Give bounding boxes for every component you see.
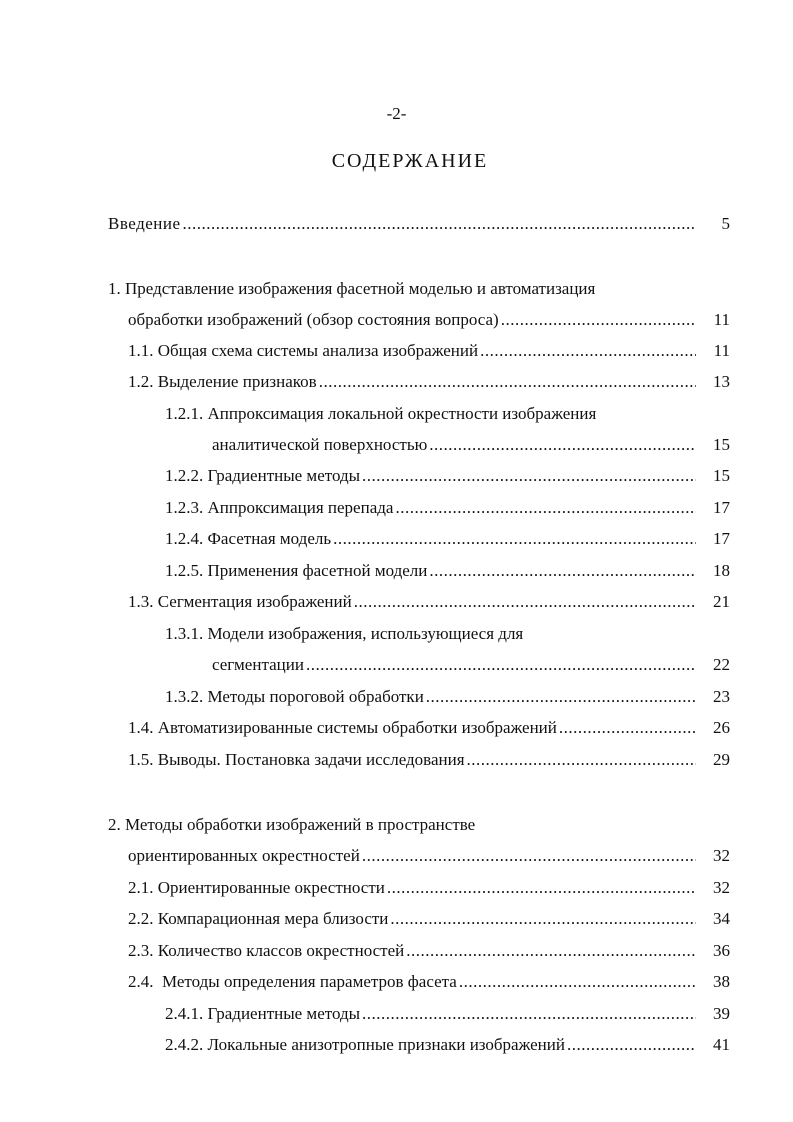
toc-page-2-2: 34	[713, 909, 730, 928]
page-title: СОДЕРЖАНИЕ	[331, 150, 489, 172]
toc-entry-1-2-3: 1.2.3. Аппроксимация перепада .....	[165, 495, 698, 521]
toc-entry-2-4-1: 2.4.1. Градиентные методы .....	[165, 1001, 698, 1027]
toc-entry-2-4-2: 2.4.2. Локальные анизотропные признаки изображений .....	[165, 1032, 698, 1058]
toc-page-2-4: 38	[713, 972, 730, 991]
toc-entry-1-2-4: 1.2.4. Фасетная модель .....	[165, 526, 698, 552]
toc-page-1-2-3: 17	[713, 498, 730, 517]
toc-entry-1-2-5: 1.2.5. Применения фасетной модели .....	[165, 558, 698, 584]
toc-page-2-4-2: 41	[713, 1035, 730, 1054]
toc-entry-1-3: 1.3. Сегментация изображений .....	[128, 589, 698, 615]
toc-page-1-2-4: 17	[713, 529, 730, 548]
toc-entry-2-3: 2.3. Количество классов окрестностей .....	[128, 938, 698, 964]
toc-page-2-3: 36	[713, 941, 730, 960]
toc-entry-1-3-1: сегментации .....	[212, 652, 698, 678]
toc-entry-1-2: 1.2. Выделение признаков .....	[128, 369, 698, 395]
toc-page-1-1: 11	[713, 341, 730, 360]
toc-entry-2-1: 2.1. Ориентированные окрестности .....	[128, 875, 698, 901]
toc-entry-1-1: 1.1. Общая схема системы анализа изображений .....	[128, 338, 698, 364]
toc-entry-2-4: 2.4. Методы определения параметров фасета .....	[128, 969, 698, 995]
toc-entry-1-2-2: 1.2.2. Градиентные методы .....	[165, 463, 698, 489]
toc-page-1-2-5: 18	[713, 561, 730, 580]
toc-page-ch2: 32	[713, 846, 730, 865]
toc-entry-1-4: 1.4. Автоматизированные системы обработки изображений .....	[128, 715, 698, 741]
toc-page-intro: 5	[721, 214, 730, 233]
toc-entry-1-5: 1.5. Выводы. Постановка задачи исследования .....	[128, 747, 698, 773]
toc-page-1-2-2: 15	[713, 466, 730, 485]
toc-chapter-2: ориентированных окрестностей .....	[128, 843, 698, 869]
toc-page-2-1: 32	[713, 878, 730, 897]
toc-page-1-2-1: 15	[713, 435, 730, 454]
toc-chapter-1: обработки изображений (обзор состояния вопроса) .....	[128, 307, 698, 333]
toc-page-1-3-1: 22	[713, 655, 730, 674]
toc-chapter-2-line1: 2. Методы обработки изображений в пространстве	[108, 815, 476, 834]
toc-page-1-5: 29	[713, 750, 730, 769]
toc-entry-1-3-1-line1: 1.3.1. Модели изображения, использующиеся для	[165, 624, 524, 643]
toc-entry-2-2: 2.2. Компарационная мера близости .....	[128, 906, 698, 932]
toc-entry-intro: Введение .....	[108, 211, 698, 237]
toc-entry-1-2-1-line1: 1.2.1. Аппроксимация локальной окрестности изображения	[165, 404, 597, 423]
page-number: -2-	[386, 104, 407, 123]
toc-entry-1-3-2: 1.3.2. Методы пороговой обработки .....	[165, 684, 698, 710]
toc-page-1-3: 21	[713, 592, 730, 611]
toc-page-ch1: 11	[713, 310, 730, 329]
toc-page-1-2: 13	[713, 372, 730, 391]
toc-page-2-4-1: 39	[713, 1004, 730, 1023]
toc-page-1-3-2: 23	[713, 687, 730, 706]
toc-page-1-4: 26	[713, 718, 730, 737]
toc-entry-1-2-1: аналитической поверхностью .....	[212, 432, 698, 458]
toc-chapter-1-line1: 1. Представление изображения фасетной моделью и автоматизация	[108, 279, 596, 298]
